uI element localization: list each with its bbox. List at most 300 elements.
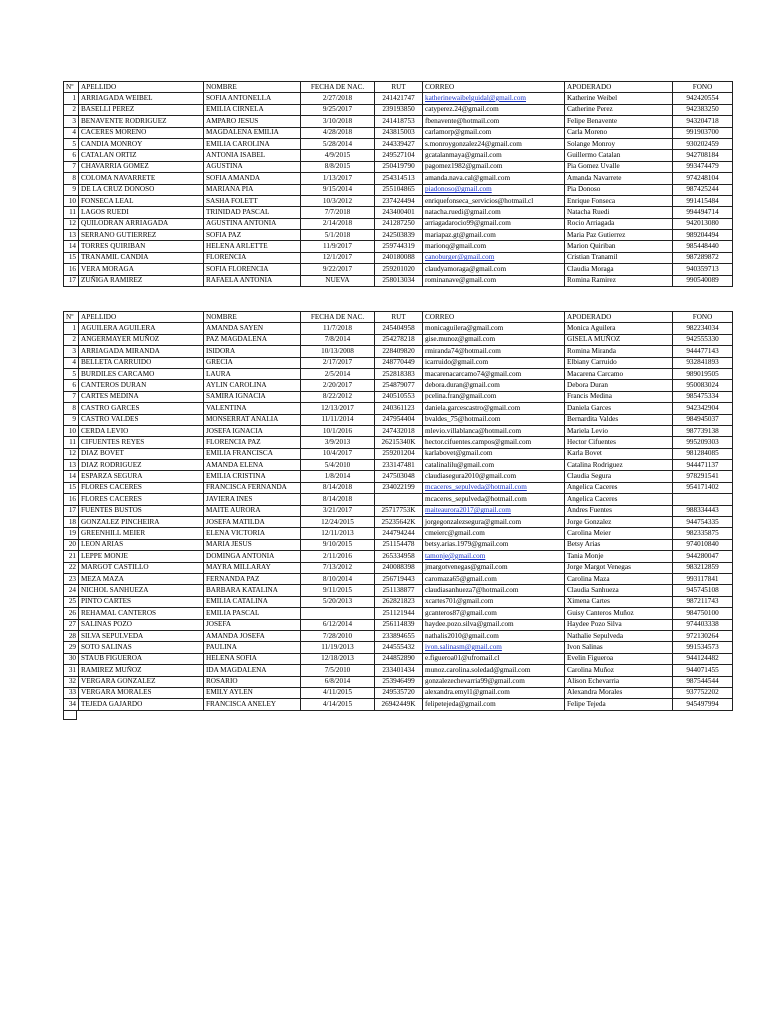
cell-n: 12 xyxy=(64,448,79,459)
cell-nombre: EMILIA CIRNELA xyxy=(204,104,301,115)
cell-fono: 932841893 xyxy=(673,357,733,368)
cell-fono: 942383250 xyxy=(673,104,733,115)
cell-fono: 991534573 xyxy=(673,642,733,653)
cell-nombre: LAURA xyxy=(204,368,301,379)
cell-correo: macarenacarcamo74@gmail.com xyxy=(423,368,565,379)
cell-apoderado: Carolina Muñoz xyxy=(565,665,673,676)
cell-apoderado: Pia Donoso xyxy=(565,184,673,195)
cell-apellido: BASELLI PEREZ xyxy=(79,104,204,115)
cell-fono: 942342904 xyxy=(673,403,733,414)
cell-correo: alexandra.emyl1@gmail.com xyxy=(423,687,565,698)
cell-rut: 255104865 xyxy=(375,184,423,195)
cell-apellido: FLORES CACERES xyxy=(79,494,204,505)
table-row xyxy=(64,207,733,218)
cell-correo: icarruido@gmail.com xyxy=(423,357,565,368)
cell-apellido: VERA MORAGA xyxy=(79,264,204,275)
cell-fecha: 4/28/2018 xyxy=(301,127,375,138)
table-row xyxy=(64,275,733,286)
table-row xyxy=(64,585,733,596)
cell-apellido: MARGOT CASTILLO xyxy=(79,562,204,573)
cell-apoderado: Andres Fuentes xyxy=(565,505,673,516)
cell-correo: gonzalezechevarria99@gmail.com xyxy=(423,676,565,687)
cell-rut: 241421747 xyxy=(375,93,423,104)
student-table-2 xyxy=(63,311,733,711)
table-header-row xyxy=(64,82,733,93)
cell-apellido: COLOMA NAVARRETE xyxy=(79,173,204,184)
cell-fono: 944124482 xyxy=(673,653,733,664)
cell-fono: 993117841 xyxy=(673,573,733,584)
cell-correo: mlevio.villablanca@hotmail.com xyxy=(423,425,565,436)
cell-fono: 985475334 xyxy=(673,391,733,402)
cell-apoderado: Felipe Benavente xyxy=(565,116,673,127)
cell-rut: 237424494 xyxy=(375,195,423,206)
cell-nombre: TRINIDAD PASCAL xyxy=(204,207,301,218)
cell-correo: betsy.arias.1979@gmail.com xyxy=(423,539,565,550)
cell-apellido: VERGARA GONZALEZ xyxy=(79,676,204,687)
cell-correo: mcaceres_sepulveda@hotmail.com xyxy=(423,494,565,505)
cell-apellido: CARTES MEDINA xyxy=(79,391,204,402)
cell-nombre: MARIANA PIA xyxy=(204,184,301,195)
table-row xyxy=(64,403,733,414)
cell-n: 34 xyxy=(64,699,79,710)
cell-apellido: FONSECA LEAL xyxy=(79,195,204,206)
cell-rut: 239193850 xyxy=(375,104,423,115)
cell-correo: pcelina.fran@gmail.com xyxy=(423,391,565,402)
table-row xyxy=(64,334,733,345)
table-row xyxy=(64,630,733,641)
cell-correo[interactable]: mcaceres_sepulveda@hotmail.com xyxy=(423,482,565,493)
cell-nombre: ISIDORA xyxy=(204,346,301,357)
cell-rut: 26942449K xyxy=(375,699,423,710)
cell-correo[interactable]: katherinewaibelguidal@gmail.com xyxy=(423,93,565,104)
cell-fono: 945745108 xyxy=(673,585,733,596)
cell-correo: s.monroygonzalez24@gmail.com xyxy=(423,138,565,149)
table-row xyxy=(64,482,733,493)
cell-rut: 233147481 xyxy=(375,460,423,471)
cell-correo: catalinalilu@gmail.com xyxy=(423,460,565,471)
cell-nombre: BARBARA KATALINA xyxy=(204,585,301,596)
table-row xyxy=(64,665,733,676)
cell-rut: 244852890 xyxy=(375,653,423,664)
cell-fono: 944477143 xyxy=(673,346,733,357)
cell-nombre: ANTONIA ISABEL xyxy=(204,150,301,161)
cell-fecha: 12/11/2013 xyxy=(301,528,375,539)
cell-apoderado: Amanda Navarrete xyxy=(565,173,673,184)
table-row xyxy=(64,230,733,241)
cell-fecha: 4/9/2015 xyxy=(301,150,375,161)
header-fono: FONO xyxy=(673,312,733,323)
cell-n: 14 xyxy=(64,241,79,252)
cell-rut: 265334958 xyxy=(375,551,423,562)
cell-rut: 25235642K xyxy=(375,517,423,528)
cell-apoderado: Nathalie Sepulveda xyxy=(565,630,673,641)
cell-nombre: ROSARIO xyxy=(204,676,301,687)
cell-correo: claudiasanhueza7@hotmail.com xyxy=(423,585,565,596)
cell-apellido: SALINAS POZO xyxy=(79,619,204,630)
cell-correo[interactable]: ivon.salinasm@gmail.com xyxy=(423,642,565,653)
cell-n: 31 xyxy=(64,665,79,676)
cell-apoderado: Romina Miranda xyxy=(565,346,673,357)
cell-correo: amanda.nava.cal@gmail.com xyxy=(423,173,565,184)
cell-nombre: EMILIA CATALINA xyxy=(204,596,301,607)
cell-apoderado: Mariela Levio xyxy=(565,425,673,436)
cell-apellido: CASTRO GARCES xyxy=(79,403,204,414)
table-row xyxy=(64,368,733,379)
cell-n: 30 xyxy=(64,653,79,664)
cell-fecha: 9/22/2017 xyxy=(301,264,375,275)
cell-n: 5 xyxy=(64,138,79,149)
cell-apellido: CANDIA MONROY xyxy=(79,138,204,149)
cell-rut: 252818383 xyxy=(375,368,423,379)
cell-apellido: CHAVARRIA GOMEZ xyxy=(79,161,204,172)
cell-apellido: PINTO CARTES xyxy=(79,596,204,607)
cell-fecha xyxy=(301,608,375,619)
cell-correo: catyperez.24@gmail.com xyxy=(423,104,565,115)
cell-rut: 256114839 xyxy=(375,619,423,630)
cell-apoderado: Jorge Margot Venegas xyxy=(565,562,673,573)
cell-fono: 991415484 xyxy=(673,195,733,206)
cell-apellido: LEPPE MONJE xyxy=(79,551,204,562)
cell-fono: 972130264 xyxy=(673,630,733,641)
cell-n: 13 xyxy=(64,460,79,471)
cell-fecha: 7/8/2014 xyxy=(301,334,375,345)
cell-apoderado: Romina Ramirez xyxy=(565,275,673,286)
cell-rut: 254879077 xyxy=(375,380,423,391)
table-row xyxy=(64,380,733,391)
cell-fecha: 10/3/2012 xyxy=(301,195,375,206)
cell-apoderado: Daniela Garces xyxy=(565,403,673,414)
cell-nombre: FRANCISCA FERNANDA xyxy=(204,482,301,493)
cell-fecha: 12/18/2013 xyxy=(301,653,375,664)
cell-apellido: SERRANO GUTIERREZ xyxy=(79,230,204,241)
cell-rut: 234022199 xyxy=(375,482,423,493)
cell-fono: 944280047 xyxy=(673,551,733,562)
cell-rut: 241418753 xyxy=(375,116,423,127)
cell-apoderado: Carla Moreno xyxy=(565,127,673,138)
cell-fecha: 9/25/2017 xyxy=(301,104,375,115)
cell-nombre: AMANDA SAYEN xyxy=(204,323,301,334)
cell-rut: 245404958 xyxy=(375,323,423,334)
cell-nombre: JAVIERA INES xyxy=(204,494,301,505)
cell-rut: 250419790 xyxy=(375,161,423,172)
cell-apellido: STAUB FIGUEROA xyxy=(79,653,204,664)
cell-apoderado: Alison Echevarria xyxy=(565,676,673,687)
cell-correo: rominanave@gmail.com xyxy=(423,275,565,286)
cell-nombre: AMPARO JESUS xyxy=(204,116,301,127)
cell-fono: 974403338 xyxy=(673,619,733,630)
cell-fecha: 12/13/2017 xyxy=(301,403,375,414)
cell-nombre: EMILIA CAROLINA xyxy=(204,138,301,149)
table-row xyxy=(64,528,733,539)
cell-nombre: GRECIA xyxy=(204,357,301,368)
cell-correo: karlabovet@gmail.com xyxy=(423,448,565,459)
header-fono: FONO xyxy=(673,82,733,93)
cell-n: 10 xyxy=(64,425,79,436)
cell-rut: 247954404 xyxy=(375,414,423,425)
cell-n: 9 xyxy=(64,414,79,425)
cell-nombre: SASHA FOLETT xyxy=(204,195,301,206)
cell-apoderado: Angelica Caceres xyxy=(565,482,673,493)
cell-rut: 240510553 xyxy=(375,391,423,402)
cell-apoderado: Solange Monroy xyxy=(565,138,673,149)
table-row xyxy=(64,517,733,528)
cell-nombre: FLORENCIA xyxy=(204,252,301,263)
header-correo: CORREO xyxy=(423,312,565,323)
cell-nombre: EMILY AYLEN xyxy=(204,687,301,698)
cell-rut: 251138877 xyxy=(375,585,423,596)
cell-n: 16 xyxy=(64,264,79,275)
cell-rut: 240088398 xyxy=(375,562,423,573)
header-apoderado: APODERADO xyxy=(565,312,673,323)
table-row xyxy=(64,562,733,573)
table-row xyxy=(64,127,733,138)
cell-nombre: JOSEFA xyxy=(204,619,301,630)
cell-apellido: ARRIAGADA MIRANDA xyxy=(79,346,204,357)
cell-n: 8 xyxy=(64,173,79,184)
cell-nombre: EMILIA FRANCISCA xyxy=(204,448,301,459)
cell-apoderado: Catherine Perez xyxy=(565,104,673,115)
cell-correo[interactable]: canoburger@gmail.com xyxy=(423,252,565,263)
cell-fecha: 7/5/2010 xyxy=(301,665,375,676)
cell-correo: caromaza65@gmail.com xyxy=(423,573,565,584)
cell-rut: 253946499 xyxy=(375,676,423,687)
cell-fono: 987544544 xyxy=(673,676,733,687)
cell-fecha: 5/1/2018 xyxy=(301,230,375,241)
cell-n: 18 xyxy=(64,517,79,528)
cell-fono: 942420554 xyxy=(673,93,733,104)
cell-apellido: TEJEDA GAJARDO xyxy=(79,699,204,710)
cell-apoderado: Monica Aguilera xyxy=(565,323,673,334)
cell-correo: gcatalanmaya@gmail.com xyxy=(423,150,565,161)
cell-fono: 942555330 xyxy=(673,334,733,345)
cell-rut: 241287250 xyxy=(375,218,423,229)
header-nombre: NOMBRE xyxy=(204,82,301,93)
cell-apoderado: Katherine Weibel xyxy=(565,93,673,104)
cell-apoderado: Hector Cifuentes xyxy=(565,437,673,448)
cell-correo: mariapaz.gt@gmail.com xyxy=(423,230,565,241)
cell-fono: 974010840 xyxy=(673,539,733,550)
cell-fecha: 8/22/2012 xyxy=(301,391,375,402)
cell-nombre: FERNANDA PAZ xyxy=(204,573,301,584)
header-rut: RUT xyxy=(375,82,423,93)
cell-fono: 989204494 xyxy=(673,230,733,241)
student-table-1 xyxy=(63,81,733,287)
table-row xyxy=(64,687,733,698)
cell-nombre: HELENA SOFIA xyxy=(204,653,301,664)
cell-apoderado: Natacha Ruedi xyxy=(565,207,673,218)
cell-apellido: LAGOS RUEDI xyxy=(79,207,204,218)
cell-apoderado: Evelin Figueroa xyxy=(565,653,673,664)
header-n: Nº xyxy=(64,312,79,323)
cell-apoderado: Rocio Arriagada xyxy=(565,218,673,229)
cell-apellido: SILVA SEPULVEDA xyxy=(79,630,204,641)
cell-correo: jorgegonzalezsegura@gmail.com xyxy=(423,517,565,528)
cell-apellido: BELLETA CARRUIDO xyxy=(79,357,204,368)
cell-apellido: DIAZ BOVET xyxy=(79,448,204,459)
cell-rut: 258013034 xyxy=(375,275,423,286)
cell-fecha: 3/21/2017 xyxy=(301,505,375,516)
cell-fono: 982335875 xyxy=(673,528,733,539)
cell-fono: 982234034 xyxy=(673,323,733,334)
cell-correo: daniela.garcescastro@gmail.com xyxy=(423,403,565,414)
cell-fono: 930202459 xyxy=(673,138,733,149)
table-row xyxy=(64,471,733,482)
cell-fecha: 1/13/2017 xyxy=(301,173,375,184)
cell-rut: 240180088 xyxy=(375,252,423,263)
cell-fecha: 6/12/2014 xyxy=(301,619,375,630)
cell-rut: 259201020 xyxy=(375,264,423,275)
cell-nombre: AMANDA ELENA xyxy=(204,460,301,471)
cell-apellido: DE LA CRUZ DONOSO xyxy=(79,184,204,195)
table-row xyxy=(64,264,733,275)
cell-apoderado: Jorge Gonzalez xyxy=(565,517,673,528)
cell-fono: 944471137 xyxy=(673,460,733,471)
cell-n: 3 xyxy=(64,346,79,357)
cell-apoderado: GISELA MUÑOZ xyxy=(565,334,673,345)
header-fecha: FECHA DE NAC. xyxy=(301,312,375,323)
cell-fecha: 11/11/2014 xyxy=(301,414,375,425)
cell-fono: 981284085 xyxy=(673,448,733,459)
cell-correo: e.figueroa01@ufromail.cl xyxy=(423,653,565,664)
cell-apellido: CATALAN ORTIZ xyxy=(79,150,204,161)
table-row xyxy=(64,676,733,687)
cell-n: 22 xyxy=(64,562,79,573)
cell-nombre: HELENA ARLETTE xyxy=(204,241,301,252)
cell-rut: 247503048 xyxy=(375,471,423,482)
cell-rut: 228409820 xyxy=(375,346,423,357)
cell-nombre: EMILIA PASCAL xyxy=(204,608,301,619)
table-row xyxy=(64,653,733,664)
cell-apellido: NICHOL SANHUEZA xyxy=(79,585,204,596)
cell-apoderado: Betsy Arias xyxy=(565,539,673,550)
cell-nombre: SOFIA FLORENCIA xyxy=(204,264,301,275)
cell-n: 9 xyxy=(64,184,79,195)
table-row xyxy=(64,539,733,550)
header-apellido: APELLIDO xyxy=(79,312,204,323)
cell-fono: 984945037 xyxy=(673,414,733,425)
cell-rut: 243400401 xyxy=(375,207,423,218)
table-row xyxy=(64,460,733,471)
cell-apoderado: Elbiany Carruido xyxy=(565,357,673,368)
cell-apellido: AGUILERA AGUILERA xyxy=(79,323,204,334)
cell-rut: 247432018 xyxy=(375,425,423,436)
cell-correo[interactable]: maiteaurora2017@gmail.com xyxy=(423,505,565,516)
cell-fecha: 11/9/2017 xyxy=(301,241,375,252)
table-row xyxy=(64,425,733,436)
cell-nombre: FRANCISCA ANELEY xyxy=(204,699,301,710)
cell-apoderado: Ivon Salinas xyxy=(565,642,673,653)
cell-n: 1 xyxy=(64,93,79,104)
cell-correo: natacha.ruedi@gmail.com xyxy=(423,207,565,218)
cell-fecha: 8/8/2015 xyxy=(301,161,375,172)
cell-fecha: 4/11/2015 xyxy=(301,687,375,698)
cell-nombre: IDA MAGDALENA xyxy=(204,665,301,676)
cell-n: 11 xyxy=(64,437,79,448)
cell-apoderado: Claudia Sanhueza xyxy=(565,585,673,596)
cell-apoderado: Tania Monje xyxy=(565,551,673,562)
cell-fecha: 10/13/2008 xyxy=(301,346,375,357)
cell-n: 12 xyxy=(64,218,79,229)
header-nombre: NOMBRE xyxy=(204,312,301,323)
cell-fecha: NUEVA xyxy=(301,275,375,286)
cell-n: 1 xyxy=(64,323,79,334)
table-row xyxy=(64,116,733,127)
cell-apellido: VERGARA MORALES xyxy=(79,687,204,698)
cell-correo: jmargotvenegas@gmail.com xyxy=(423,562,565,573)
table-row xyxy=(64,608,733,619)
cell-fono: 987289872 xyxy=(673,252,733,263)
cell-apoderado: Haydee Pozo Silva xyxy=(565,619,673,630)
cell-correo: claudiasegura2010@gmail.com xyxy=(423,471,565,482)
cell-n: 15 xyxy=(64,482,79,493)
cell-n: 14 xyxy=(64,471,79,482)
cell-nombre: VALENTINA xyxy=(204,403,301,414)
cell-rut: 233894655 xyxy=(375,630,423,641)
cell-n: 4 xyxy=(64,357,79,368)
cell-fecha: 2/11/2016 xyxy=(301,551,375,562)
cell-correo: gcanteros87@gmail.com xyxy=(423,608,565,619)
cell-n: 4 xyxy=(64,127,79,138)
cell-correo[interactable]: tamonje@gmail.com xyxy=(423,551,565,562)
cell-nombre: MAITE AURORA xyxy=(204,505,301,516)
cell-n: 2 xyxy=(64,334,79,345)
cell-rut: 254314513 xyxy=(375,173,423,184)
cell-rut: 249535720 xyxy=(375,687,423,698)
cell-fono: 954171402 xyxy=(673,482,733,493)
cell-n: 20 xyxy=(64,539,79,550)
cell-fono: 988334443 xyxy=(673,505,733,516)
cell-nombre: MONSERRAT ANALIA xyxy=(204,414,301,425)
cell-correo[interactable]: piadonoso@gmail.com xyxy=(423,184,565,195)
cell-correo: xcartes701@gmail.com xyxy=(423,596,565,607)
cell-nombre: SOFIA ANTONELLA xyxy=(204,93,301,104)
cell-fono: 995209303 xyxy=(673,437,733,448)
cell-rut: 256719443 xyxy=(375,573,423,584)
cell-apellido: FLORES CACERES xyxy=(79,482,204,493)
cell-apellido: GONZALEZ PINCHEIRA xyxy=(79,517,204,528)
cell-n: 7 xyxy=(64,391,79,402)
cell-nombre: PAULINA xyxy=(204,642,301,653)
cell-n: 6 xyxy=(64,150,79,161)
cell-fecha: 2/14/2018 xyxy=(301,218,375,229)
table-row xyxy=(64,173,733,184)
cell-fecha: 7/13/2012 xyxy=(301,562,375,573)
cell-fecha: 9/11/2015 xyxy=(301,585,375,596)
cell-rut: 244555432 xyxy=(375,642,423,653)
cell-apellido: CACERES MORENO xyxy=(79,127,204,138)
cell-rut: 254278218 xyxy=(375,334,423,345)
cell-apellido: CIFUENTES REYES xyxy=(79,437,204,448)
table-row xyxy=(64,505,733,516)
cell-n: 29 xyxy=(64,642,79,653)
cell-fecha: 10/1/2016 xyxy=(301,425,375,436)
cell-rut: 233401434 xyxy=(375,665,423,676)
cell-n: 16 xyxy=(64,494,79,505)
cell-fono: 983212859 xyxy=(673,562,733,573)
cell-nombre: SOFIA PAZ xyxy=(204,230,301,241)
table-row xyxy=(64,699,733,710)
table-row xyxy=(64,252,733,263)
cell-apellido: TORRES QUIRIBAN xyxy=(79,241,204,252)
cell-apellido: QUILODRAN ARRIAGADA xyxy=(79,218,204,229)
cell-correo: gise.munoz@gmail.com xyxy=(423,334,565,345)
cell-n: 19 xyxy=(64,528,79,539)
cell-apoderado: Francis Medina xyxy=(565,391,673,402)
table-row xyxy=(64,195,733,206)
cell-fono: 937752202 xyxy=(673,687,733,698)
cell-fecha: 11/19/2013 xyxy=(301,642,375,653)
cell-apoderado: Angelica Caceres xyxy=(565,494,673,505)
